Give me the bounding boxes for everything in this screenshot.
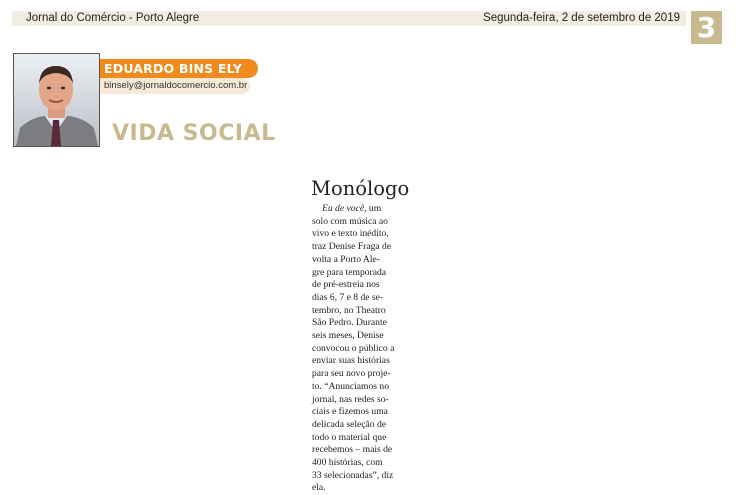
article-line: dias 6, 7 e 8 de se-: [312, 291, 384, 303]
article-line: gre para temporada: [312, 266, 387, 278]
article-line: jornal, nas redes so-: [312, 393, 389, 405]
article-body: [312, 203, 410, 495]
author-name: EDUARDO BINS ELY: [104, 61, 243, 76]
article-line: de pré-estreia nos: [312, 279, 380, 291]
header-bar: [12, 11, 686, 26]
article-lead-italic: Eu de você: [322, 203, 365, 214]
article-line: 33 selecionadas”, diz: [312, 469, 394, 481]
article-line: para seu novo proje-: [312, 368, 391, 380]
article-line: ciais e fizemos uma: [312, 406, 388, 418]
article-line: vivo e texto inédito,: [312, 228, 389, 240]
author-photo: [13, 53, 100, 147]
article-line: recebemos – mais de: [312, 444, 393, 456]
author-email-tab: [100, 78, 250, 94]
article: [312, 177, 410, 495]
article-line: ela.: [312, 482, 326, 494]
article-line: convocou o público a: [312, 342, 395, 354]
article-line: São Pedro. Durante: [312, 317, 387, 329]
article-line: to. “Anunciamos no: [312, 380, 390, 392]
issue-date: Segunda-feira, 2 de setembro de 2019: [483, 12, 680, 24]
article-line: todo o material que: [312, 431, 387, 443]
article-line: volta a Porto Ale-: [312, 253, 380, 265]
article-line: seis meses, Denise: [312, 330, 384, 342]
author-name-tab: [100, 59, 258, 78]
author-portrait-image: [14, 54, 99, 146]
article-line: 400 histórias, com: [312, 457, 383, 469]
article-line: traz Denise Fraga de: [312, 241, 392, 253]
article-line: delicada seleção de: [312, 418, 387, 430]
article-line: solo com música ao: [312, 215, 388, 227]
article-line: Eu de você, um: [322, 203, 382, 214]
author-email: binsely@jornaldocomercio.com.br: [104, 80, 248, 91]
article-line: enviar suas histórias: [312, 355, 390, 367]
article-headline: Monólogo: [311, 177, 410, 200]
section-title: VIDA SOCIAL: [112, 121, 276, 146]
publication-name: Jornal do Comércio - Porto Alegre: [26, 12, 200, 24]
page-number: 3: [691, 11, 722, 44]
article-line: tembro, no Theatro: [312, 304, 386, 316]
